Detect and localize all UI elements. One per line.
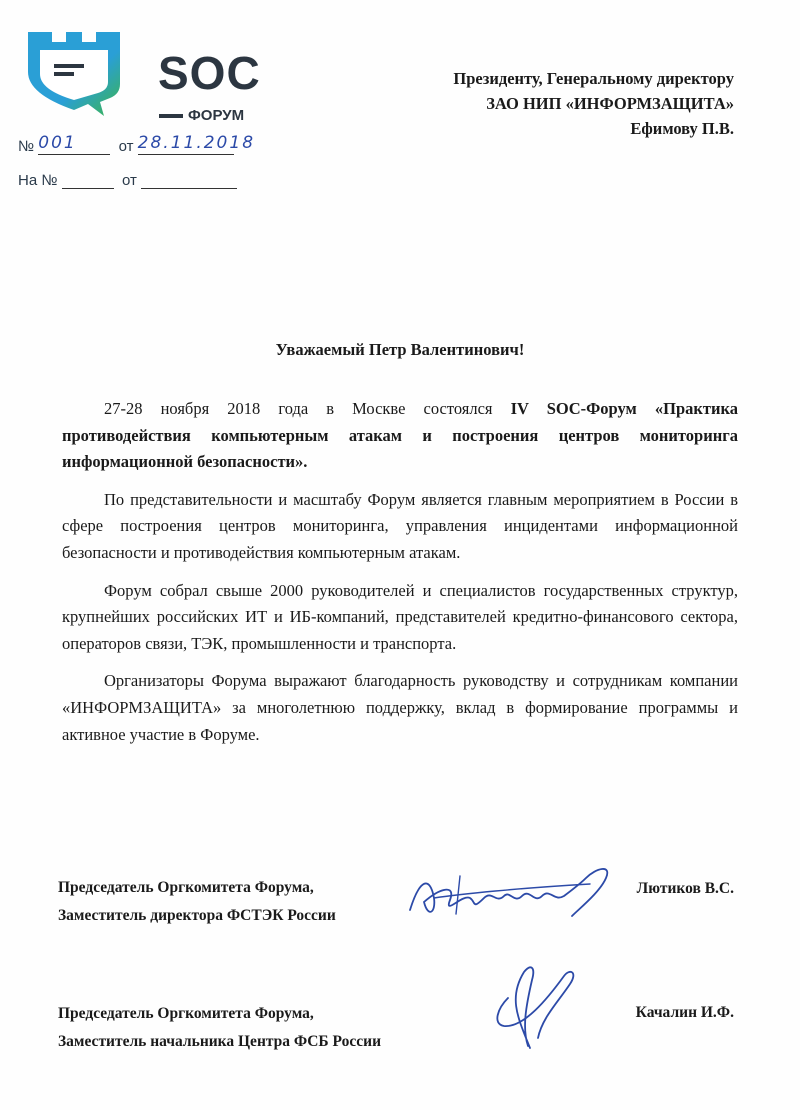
soc-forum-logo [24, 28, 261, 124]
logo-subtitle: ФОРУМ [188, 107, 245, 124]
addressee-block [453, 66, 734, 141]
reply-number-label: На № [18, 172, 58, 189]
signatory-2-name: Качалин И.Ф. [635, 1004, 734, 1021]
signatory-1-position: Председатель Оргкомитета Форума, Заместитель директора ФСТЭК России [58, 879, 336, 924]
paragraph-2: По представительности и масштабу Форум является главным мероприятием в России в сфере построения центров мониторинга, управления инцидентами информационной безопасности и противодействия компьютерным атакам. [62, 489, 738, 562]
forum-title: IV SOC-Форум «Практика противодействия компьютерным атакам и построения центров мониторинга информационной безопасности». [62, 399, 738, 472]
signature-1-icon [400, 858, 625, 928]
reply-number-line [18, 170, 237, 189]
addressee-title: Президенту, Генеральному директору [453, 69, 734, 88]
paragraph-3: Форум собрал свыше 2000 руководителей и специалистов государственных структур, крупнейших российских ИТ и ИБ-компаний, представителей кредитно-финансового сектора, операторов связи, ТЭК, промышленности и транспорта. [62, 580, 738, 653]
logo-bar [159, 114, 183, 118]
addressee-company: ЗАО НИП «ИНФОРМЗАЩИТА» [486, 94, 734, 113]
addressee-name: Ефимову П.В. [630, 119, 734, 138]
outgoing-number-line [18, 133, 256, 155]
logo-title: SOC [158, 47, 261, 99]
signatory-2-position: Председатель Оргкомитета Форума, Заместитель начальника Центра ФСБ России [58, 1005, 382, 1050]
from-label: от [118, 138, 134, 155]
shield-logo-icon [24, 28, 134, 120]
number-label: № [18, 138, 35, 155]
handwritten-number: 001 [38, 133, 77, 153]
reply-from-label: от [121, 172, 137, 189]
greeting: Уважаемый Петр Валентинович! [275, 340, 525, 359]
paragraph-4: Организаторы Форума выражают благодарность руководству и сотрудникам компании «ИНФОРМЗАЩИТА» за многолетнюю поддержку, вклад в формирование программы и активное участие в Форуме. [62, 671, 738, 744]
handwritten-date: 28.11.2018 [137, 133, 256, 153]
signatory-1-name: Лютиков В.С. [636, 880, 734, 897]
paragraph-1: 27-28 ноября 2018 года в Москве состоялся IV SOC-Форум «Практика противодействия компьютерным атакам и построения центров мониторинга информационной безопасности». [62, 399, 738, 472]
signature-2-icon [478, 958, 588, 1058]
letter-body [62, 396, 738, 759]
